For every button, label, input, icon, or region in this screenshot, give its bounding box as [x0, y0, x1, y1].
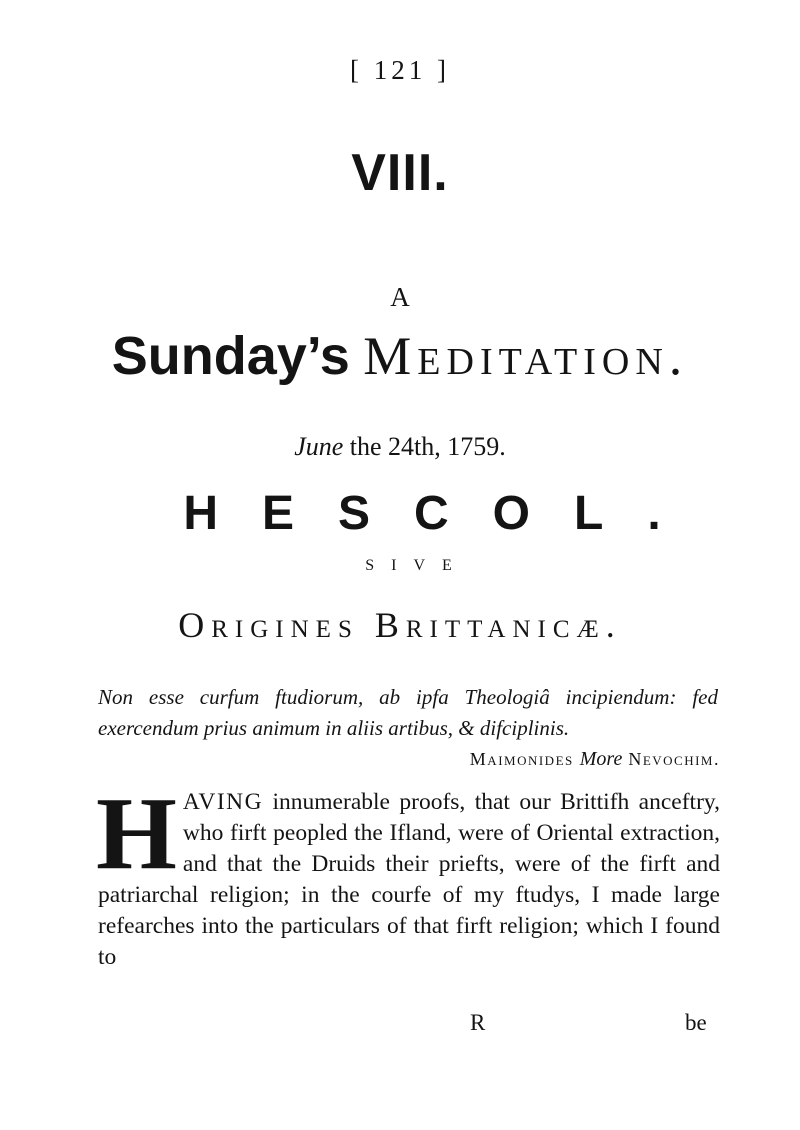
body-text: innumerable proofs, that our Brittifh anceftry, who firft peopled the Ifland, were of Oriental extraction, and that the Druids their priefts, were of the firft and patriarchal religion; in the courfe of my ftudys, I made large refearches into the particulars of that firft religion; which I found to — [98, 789, 720, 970]
subtitle-2: Origines Brittanicæ. — [178, 605, 622, 645]
signature-mark: R — [470, 1010, 486, 1035]
title-word-1: Sunday’s — [111, 326, 350, 386]
page-number: [ 121 ] — [350, 55, 450, 85]
attribution-book: Nevochim. — [628, 749, 720, 769]
title-word-2: Meditation. — [363, 326, 689, 386]
body-paragraph — [96, 776, 720, 973]
section-number: VIII. — [351, 144, 449, 202]
date-line — [0, 432, 800, 462]
date-month: June — [294, 432, 344, 461]
attribution-work: More — [579, 748, 623, 770]
attribution — [340, 748, 720, 771]
epigraph: Non esse curfum ftudiorum, ab ipfa Theologiâ incipiendum: fed exercendum prius animum in aliis artibus, & difciplinis. — [98, 685, 718, 740]
catchword: be — [685, 1010, 707, 1035]
page-title — [0, 325, 800, 387]
first-word: AVING — [182, 789, 264, 815]
connector: SIVE — [365, 557, 469, 574]
article: A — [390, 282, 410, 312]
subtitle: HESCOL. — [183, 487, 705, 540]
drop-cap: H — [96, 776, 177, 891]
attribution-author: Maimonides — [469, 749, 574, 769]
date-rest: the 24th, 1759. — [349, 432, 506, 461]
